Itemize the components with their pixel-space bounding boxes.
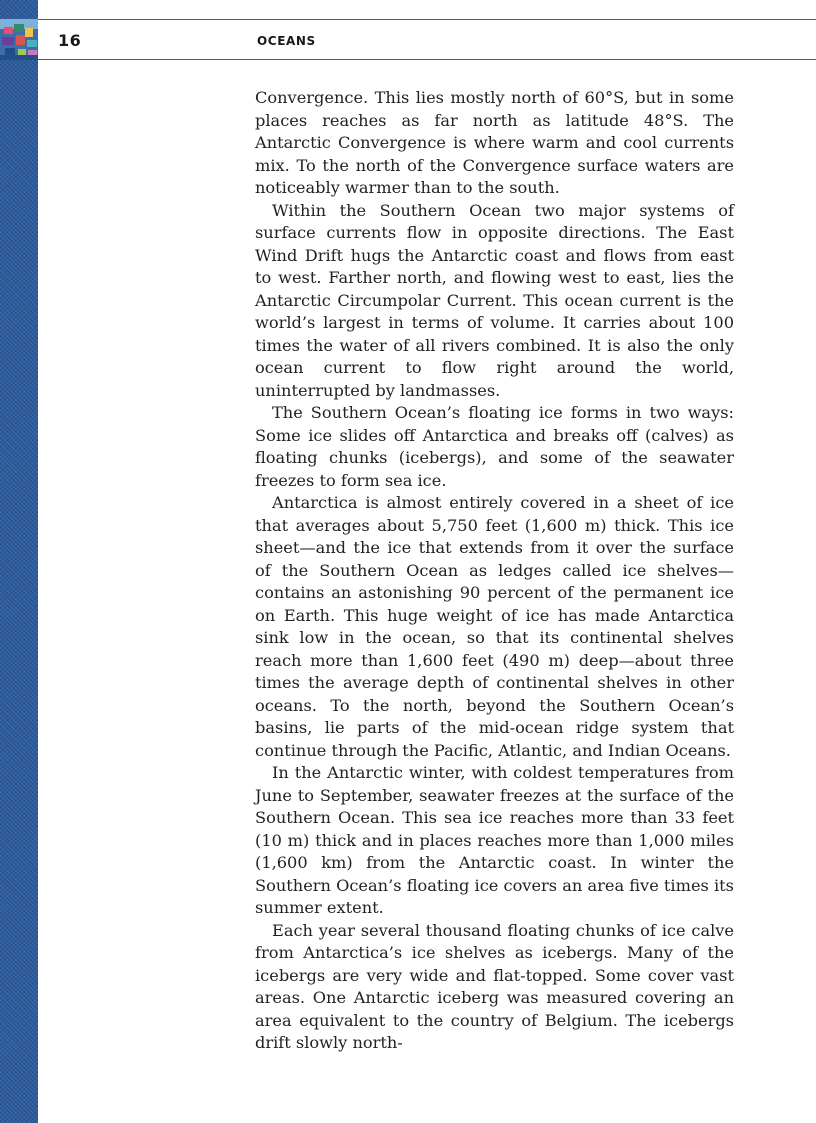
header-rule-bottom [38,59,816,60]
decorative-side-band [0,0,38,1123]
running-title: OCEANS [257,34,316,48]
paragraph: The Southern Ocean’s floating ice forms in two ways: Some ice slides off Antarctica and breaks off (calves) as floating chunks (icebergs), and some of the seawater freezes to form sea ice. [255,403,734,490]
paragraph: Antarctica is almost entirely covered in a sheet of ice that averages about 5,750 feet (1,600 m) thick. This ice sheet—and the ice that extends from it over the surface of the Southern Ocean as ledges called ice shelves—contains an astonishing 90 percent of the permanent ice on Earth. This huge weight of ice has made Antarctica sink low in the ocean, so that its continental shelves reach more than 1,600 feet (490 m) deep—about three times the average depth of continental shelves in other oceans. To the north, beyond the Southern Ocean’s basins, lie parts of the mid-ocean ridge system that continue through the Pacific, Atlantic, and Indian Oceans. [255,493,734,760]
paragraph: Convergence. This lies mostly north of 60°S, but in some places reaches as far north as latitude 48°S. The Antarctic Convergence is where warm and cool currents mix. To the north of the Convergence surface waters are noticeably warmer than to the south. [255,88,734,197]
paragraph: Each year several thousand floating chunks of ice calve from Antarctica’s ice shelves as icebergs. Many of the icebergs are very wide and flat-topped. Some cover vast areas. One Antarctic iceberg was measured covering an area equivalent to the country of Belgium. The icebergs drift slowly north- [255,920,734,1052]
header-thumbnail-image [0,19,38,60]
paragraph: In the Antarctic winter, with coldest temperatures from June to September, seawater freezes at the surface of the Southern Ocean. This sea ice reaches more than 33 feet (10 m) thick and in places reaches more than 1,000 miles (1,600 km) from the Antarctic coast. In winter the Southern Ocean’s floating ice covers an area five times its summer extent. [255,763,734,917]
header-rule-top [38,19,816,20]
page-number: 16 [58,31,82,50]
article-body [255,87,734,1055]
paragraph: Within the Southern Ocean two major systems of surface currents flow in opposite directions. The East Wind Drift hugs the Antarctic coast and flows from east to west. Farther north, and flowing west to east, lies the Antarctic Circumpolar Current. This ocean current is the world’s largest in terms of volume. It carries about 100 times the water of all rivers combined. It is also the only ocean current to flow right around the world, uninterrupted by landmasses. [255,200,734,400]
